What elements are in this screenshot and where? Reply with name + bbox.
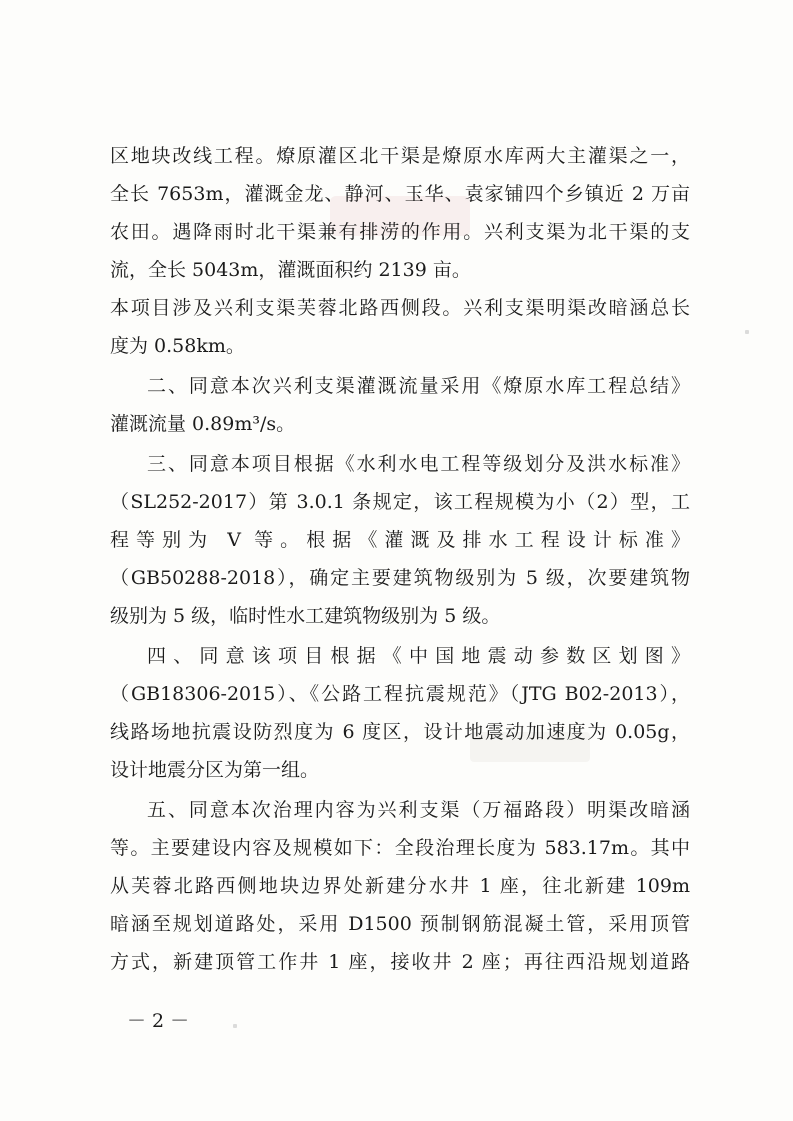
paragraph-5-line: 五、同意本次治理内容为兴利支渠（万福路段）明渠改暗涵 <box>147 799 690 821</box>
text-line: 度为 0.58km。 <box>110 335 245 357</box>
paragraph-4-line: 四、同意该项目根据《中国地震动参数区划图》 <box>147 645 690 667</box>
text-line: 等。主要建设内容及规模如下：全段治理长度为 583.17m。其中 <box>110 837 690 859</box>
text-line: 灌溉流量 0.89m³/s。 <box>110 413 296 435</box>
text-line: 暗涵至规划道路处，采用 D1500 预制钢筋混凝土管，采用顶管 <box>110 913 690 935</box>
text-line: 级别为 5 级，临时性水工建筑物级别为 5 级。 <box>110 605 501 627</box>
text-line: （GB50288-2018），确定主要建筑物级别为 5 级，次要建筑物 <box>110 567 690 589</box>
paragraph-3-line: 三、同意本项目根据《水利水电工程等级划分及洪水标准》 <box>147 453 690 475</box>
paragraph-2-line: 二、同意本次兴利支渠灌溉流量采用《燎原水库工程总结》 <box>147 375 690 397</box>
text-line: 线路场地抗震设防烈度为 6 度区，设计地震动加速度为 0.05g， <box>110 721 690 743</box>
text-line: 本项目涉及兴利支渠芙蓉北路西侧段。兴利支渠明渠改暗涵总长 <box>110 297 690 319</box>
body-text <box>110 138 690 980</box>
page-number: － 2 － <box>127 1010 190 1032</box>
text-line: 设计地震分区为第一组。 <box>110 759 320 781</box>
text-line: 程等别为 V 等。根据《灌溉及排水工程设计标准》 <box>110 529 690 551</box>
text-line: 方式，新建顶管工作井 1 座，接收井 2 座；再往西沿规划道路 <box>110 951 690 973</box>
text-line: （GB18306-2015）、《公路工程抗震规范》（JTG B02-2013）， <box>110 683 690 705</box>
text-line: 全长 7653m，灌溉金龙、静河、玉华、袁家铺四个乡镇近 2 万亩 <box>110 183 690 205</box>
scan-speck <box>233 1024 237 1028</box>
text-line: 流，全长 5043m，灌溉面积约 2139 亩。 <box>110 259 471 281</box>
scan-speck <box>745 330 749 334</box>
text-line: 农田。遇降雨时北干渠兼有排涝的作用。兴利支渠为北干渠的支 <box>110 221 690 243</box>
text-line: 区地块改线工程。燎原灌区北干渠是燎原水库两大主灌渠之一， <box>110 145 690 167</box>
text-line: （SL252-2017）第 3.0.1 条规定，该工程规模为小（2）型，工 <box>110 491 690 513</box>
text-line: 从芙蓉北路西侧地块边界处新建分水井 1 座，往北新建 109m <box>110 875 690 897</box>
